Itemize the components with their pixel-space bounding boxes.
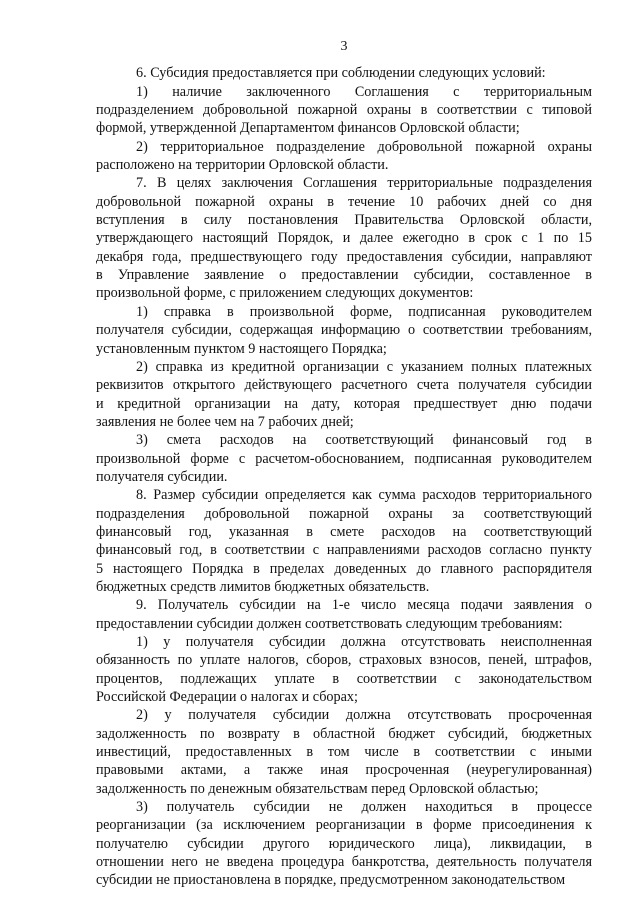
paragraph <box>96 706 592 798</box>
text-line: бюджетных средств лимитов бюджетных обязательств. <box>96 578 430 595</box>
paragraph <box>96 83 592 138</box>
paragraph <box>96 138 592 175</box>
text-line: подразделения добровольной пожарной охраны за соответствующий <box>96 505 592 522</box>
paragraph <box>96 431 592 486</box>
page-number: 3 <box>340 39 348 54</box>
text-line: субсидии не приостановлена в порядке, предусмотренном законодательством <box>96 872 566 889</box>
text-line: 2) у получателя субсидии должна отсутствовать просроченная <box>136 707 592 724</box>
text-line: 8. Размер субсидии определяется как сумма расходов территориального <box>136 487 592 504</box>
paragraph <box>96 798 592 890</box>
text-line: утверждающего настоящий Порядок, и далее ежегодно в срок с 1 по 15 <box>96 230 592 247</box>
text-line: произвольной форме, с приложением следующих документов: <box>96 285 474 302</box>
text-line: реквизитов открытого действующего расчетного счета получателя субсидии <box>96 377 592 394</box>
paragraph <box>96 174 592 302</box>
text-line: получателю субсидии другого юридического лица), ликвидации, в <box>96 835 592 852</box>
text-line: добровольной пожарной охраны в течение 10 рабочих дней со дня <box>96 193 592 210</box>
text-line: 2) территориальное подразделение добровольной пожарной охраны <box>136 138 592 155</box>
text-line: 3) получатель субсидии не должен находиться в процессе <box>136 799 592 816</box>
text-line: получателя субсидии, содержащая информацию о соответствии требованиям, <box>96 322 592 339</box>
text-line: вступления в силу постановления Правительства Орловской области, <box>96 212 592 229</box>
text-line: и кредитной организации на дату, которая предшествует дню подачи <box>96 395 592 412</box>
text-line: Российской Федерации о налогах и сборах; <box>96 689 358 706</box>
text-line: обязанность по уплате налогов, сборов, страховых взносов, пеней, штрафов, <box>96 652 592 669</box>
text-line: инвестиций, предоставленных в том числе в соответствии с иными <box>96 744 592 761</box>
text-line: декабря года, предшествующего году предоставления субсидии, направляют <box>96 248 592 265</box>
text-line: отношении него не введена процедура банкротства, деятельность получателя <box>96 854 592 871</box>
text-line: установленным пунктом 9 настоящего Порядка; <box>96 340 387 357</box>
text-line: расположено на территории Орловской области. <box>96 157 389 174</box>
text-line: процентов, подлежащих уплате в соответствии с законодательством <box>96 670 592 687</box>
document-body <box>96 64 592 889</box>
text-line: 9. Получатель субсидии на 1-е число месяца подачи заявления о <box>136 597 592 614</box>
text-line: в Управление заявление о предоставлении субсидии, составленное в <box>96 267 592 284</box>
text-line: 6. Субсидия предоставляется при соблюдении следующих условий: <box>136 65 546 82</box>
paragraph <box>96 64 592 82</box>
paragraph <box>96 303 592 358</box>
paragraph <box>96 596 592 633</box>
text-line: задолженность по возврату в областной бюджет субсидий, бюджетных <box>96 725 592 742</box>
text-line: заявления не более чем на 7 рабочих дней; <box>96 413 354 430</box>
text-line: правовыми актами, а также иная просроченная (неурегулированная) <box>96 762 592 779</box>
text-line: 1) наличие заключенного Соглашения с территориальным <box>136 83 592 100</box>
paragraph <box>96 633 592 706</box>
text-line: 2) справка из кредитной организации с указанием полных платежных <box>136 358 592 375</box>
text-line: предоставлении субсидии должен соответствовать следующим требованиям: <box>96 615 563 632</box>
text-line: 5 настоящего Порядка в пределах доведенных до главного распорядителя <box>96 560 592 577</box>
text-line: задолженность по денежным обязательствам перед Орловской областью; <box>96 780 539 797</box>
paragraph <box>96 486 592 596</box>
text-line: получателя субсидии. <box>96 468 228 485</box>
text-line: произвольной форме с расчетом-обоснованием, подписанная руководителем <box>96 450 592 467</box>
text-line: подразделением добровольной пожарной охраны в соответствии с типовой <box>96 102 592 119</box>
text-line: 3) смета расходов на соответствующий финансовый год в <box>136 432 592 449</box>
text-line: финансовый год, указанная в смете расходов на соответствующий <box>96 523 592 540</box>
text-line: 1) справка в произвольной форме, подписанная руководителем <box>136 303 592 320</box>
text-line: реорганизации (за исключением реорганизации в форме присоединения к <box>96 817 592 834</box>
paragraph <box>96 358 592 431</box>
text-line: формой, утвержденной Департаментом финансов Орловской области; <box>96 120 520 137</box>
text-line: 7. В целях заключения Соглашения территориальные подразделения <box>136 175 592 192</box>
text-line: 1) у получателя субсидии должна отсутствовать неисполненная <box>136 634 592 650</box>
text-line: финансовый год, в соответствии с направлениями расходов согласно пункту <box>96 542 592 559</box>
